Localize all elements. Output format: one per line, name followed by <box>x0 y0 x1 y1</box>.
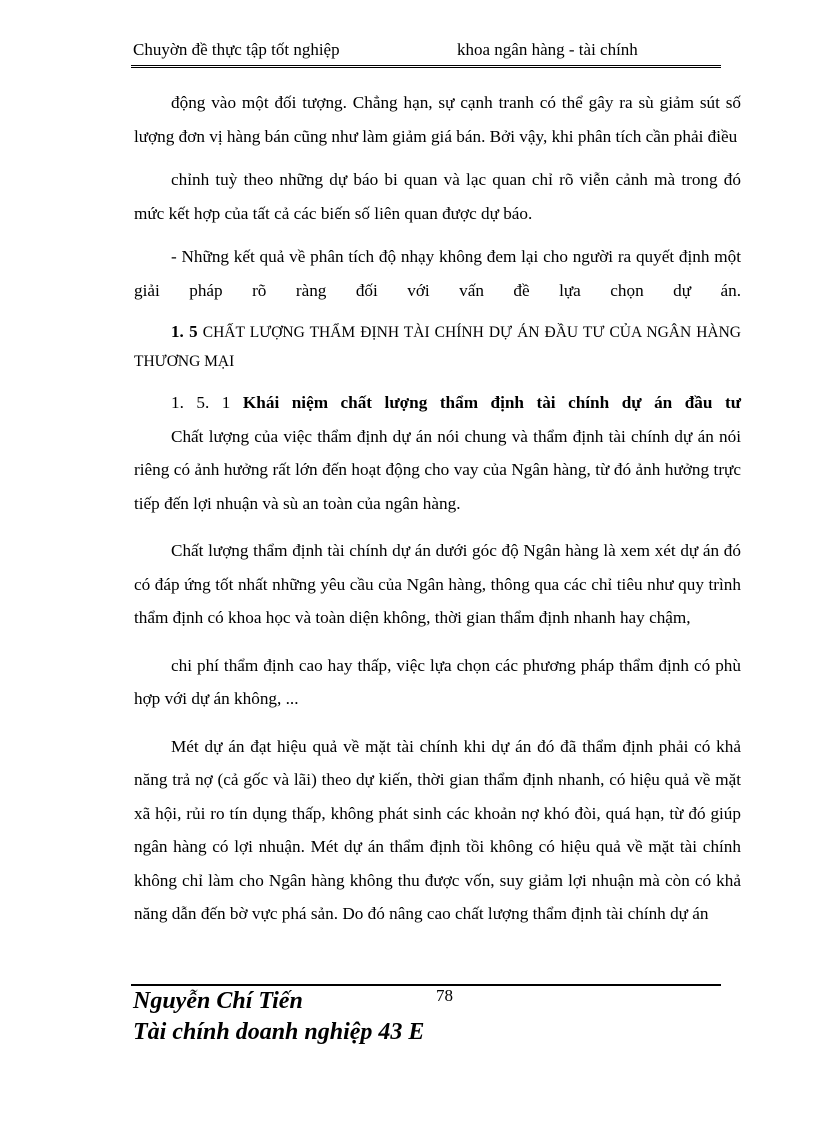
paragraph-4a: Chất lượng thẩm định tài chính dự án dưới góc độ Ngân hàng là xem xét dự án đó có đáp ứng tốt nhất những yêu cầu của Ngân hàng, thông qua các chỉ tiêu như quy trình thẩm định có khoa học và toàn diện không, thời gian thẩm định nhanh hay chậm, <box>134 541 741 627</box>
paragraph-4b: chi phí thẩm định cao hay thấp, việc lựa chọn các phương pháp thẩm định có phù hợp với dự án không, ... <box>134 655 741 708</box>
paragraph-3: Chất lượng của việc thẩm định dự án nói chung và thẩm định tài chính dự án nói riêng có ảnh hưởng rất lớn đến hoạt động cho vay của Ngân hàng, từ đó ảnh hưởng trực tiếp đến lợi nhuận và sù an toàn của ngân hàng. <box>134 426 741 513</box>
header-rule <box>131 65 721 68</box>
paragraph-1b: chỉnh tuỳ theo những dự báo bi quan và lạc quan chỉ rõ viễn cảnh mà trong đó mức kết hợp của tất cả các biến số liên quan được dự báo. <box>134 170 741 223</box>
page-number: 78 <box>436 986 453 1005</box>
subsection-title: Khái niệm chất lượng thẩm định tài chính dự án đầu tư <box>242 393 742 412</box>
paragraph-2: - Những kết quả về phân tích độ nhạy không đem lại cho người ra quyết định một giải pháp rõ ràng đối với vấn đề lựa chọn dự án. <box>134 247 741 300</box>
paragraph-5: Mét dự án đạt hiệu quả về mặt tài chính khi dự án đó đã thẩm định phải có khả năng trả nợ (cả gốc và lãi) theo dự kiến, thời gian thẩm định nhanh, có hiệu quả về mặt xã hội, rủi ro tín dụng thấp, không phát sinh các khoản nợ khó đòi, quá hạn, từ đó giúp ngân hàng có lợi nhuận. Mét dự án thẩm định tồi không có hiệu quả về mặt tài chính không chỉ làm cho Ngân hàng không thu được vốn, suy giảm lợi nhuận mà còn có khả năng dẫn đến bờ vực phá sản. Do đó nâng cao chất lượng thẩm định tài chính dự án <box>134 736 741 923</box>
footer-author: Nguyễn Chí Tiến <box>133 988 303 1014</box>
header-left-text: Chuyờn đề thực tập tốt nghiệp <box>133 40 340 59</box>
header-right-text: khoa ngân hàng - tài chính <box>457 40 638 59</box>
section-heading <box>134 317 741 376</box>
page-header <box>133 40 720 62</box>
page-body <box>134 86 741 931</box>
footer-class: Tài chính doanh nghiệp 43 E <box>133 1019 425 1045</box>
subsection-number: 1. 5. 1 <box>171 393 231 412</box>
section-number: 1. 5 <box>171 322 198 341</box>
paragraph-1a: động vào một đối tượng. Chẳng hạn, sự cạnh tranh có thể gây ra sù giảm sút số lượng đơn vị hàng bán cũng như làm giảm giá bán. Bởi vậy, khi phân tích cần phải điều <box>134 93 741 146</box>
subsection-heading <box>134 386 741 420</box>
footer-rule <box>131 984 721 986</box>
section-title: CHẤT LƯỢNG THẨM ĐỊNH TÀI CHÍNH DỰ ÁN ĐẦU TƯ CỦA NGÂN HÀNG THƯƠNG MẠI <box>134 324 741 370</box>
